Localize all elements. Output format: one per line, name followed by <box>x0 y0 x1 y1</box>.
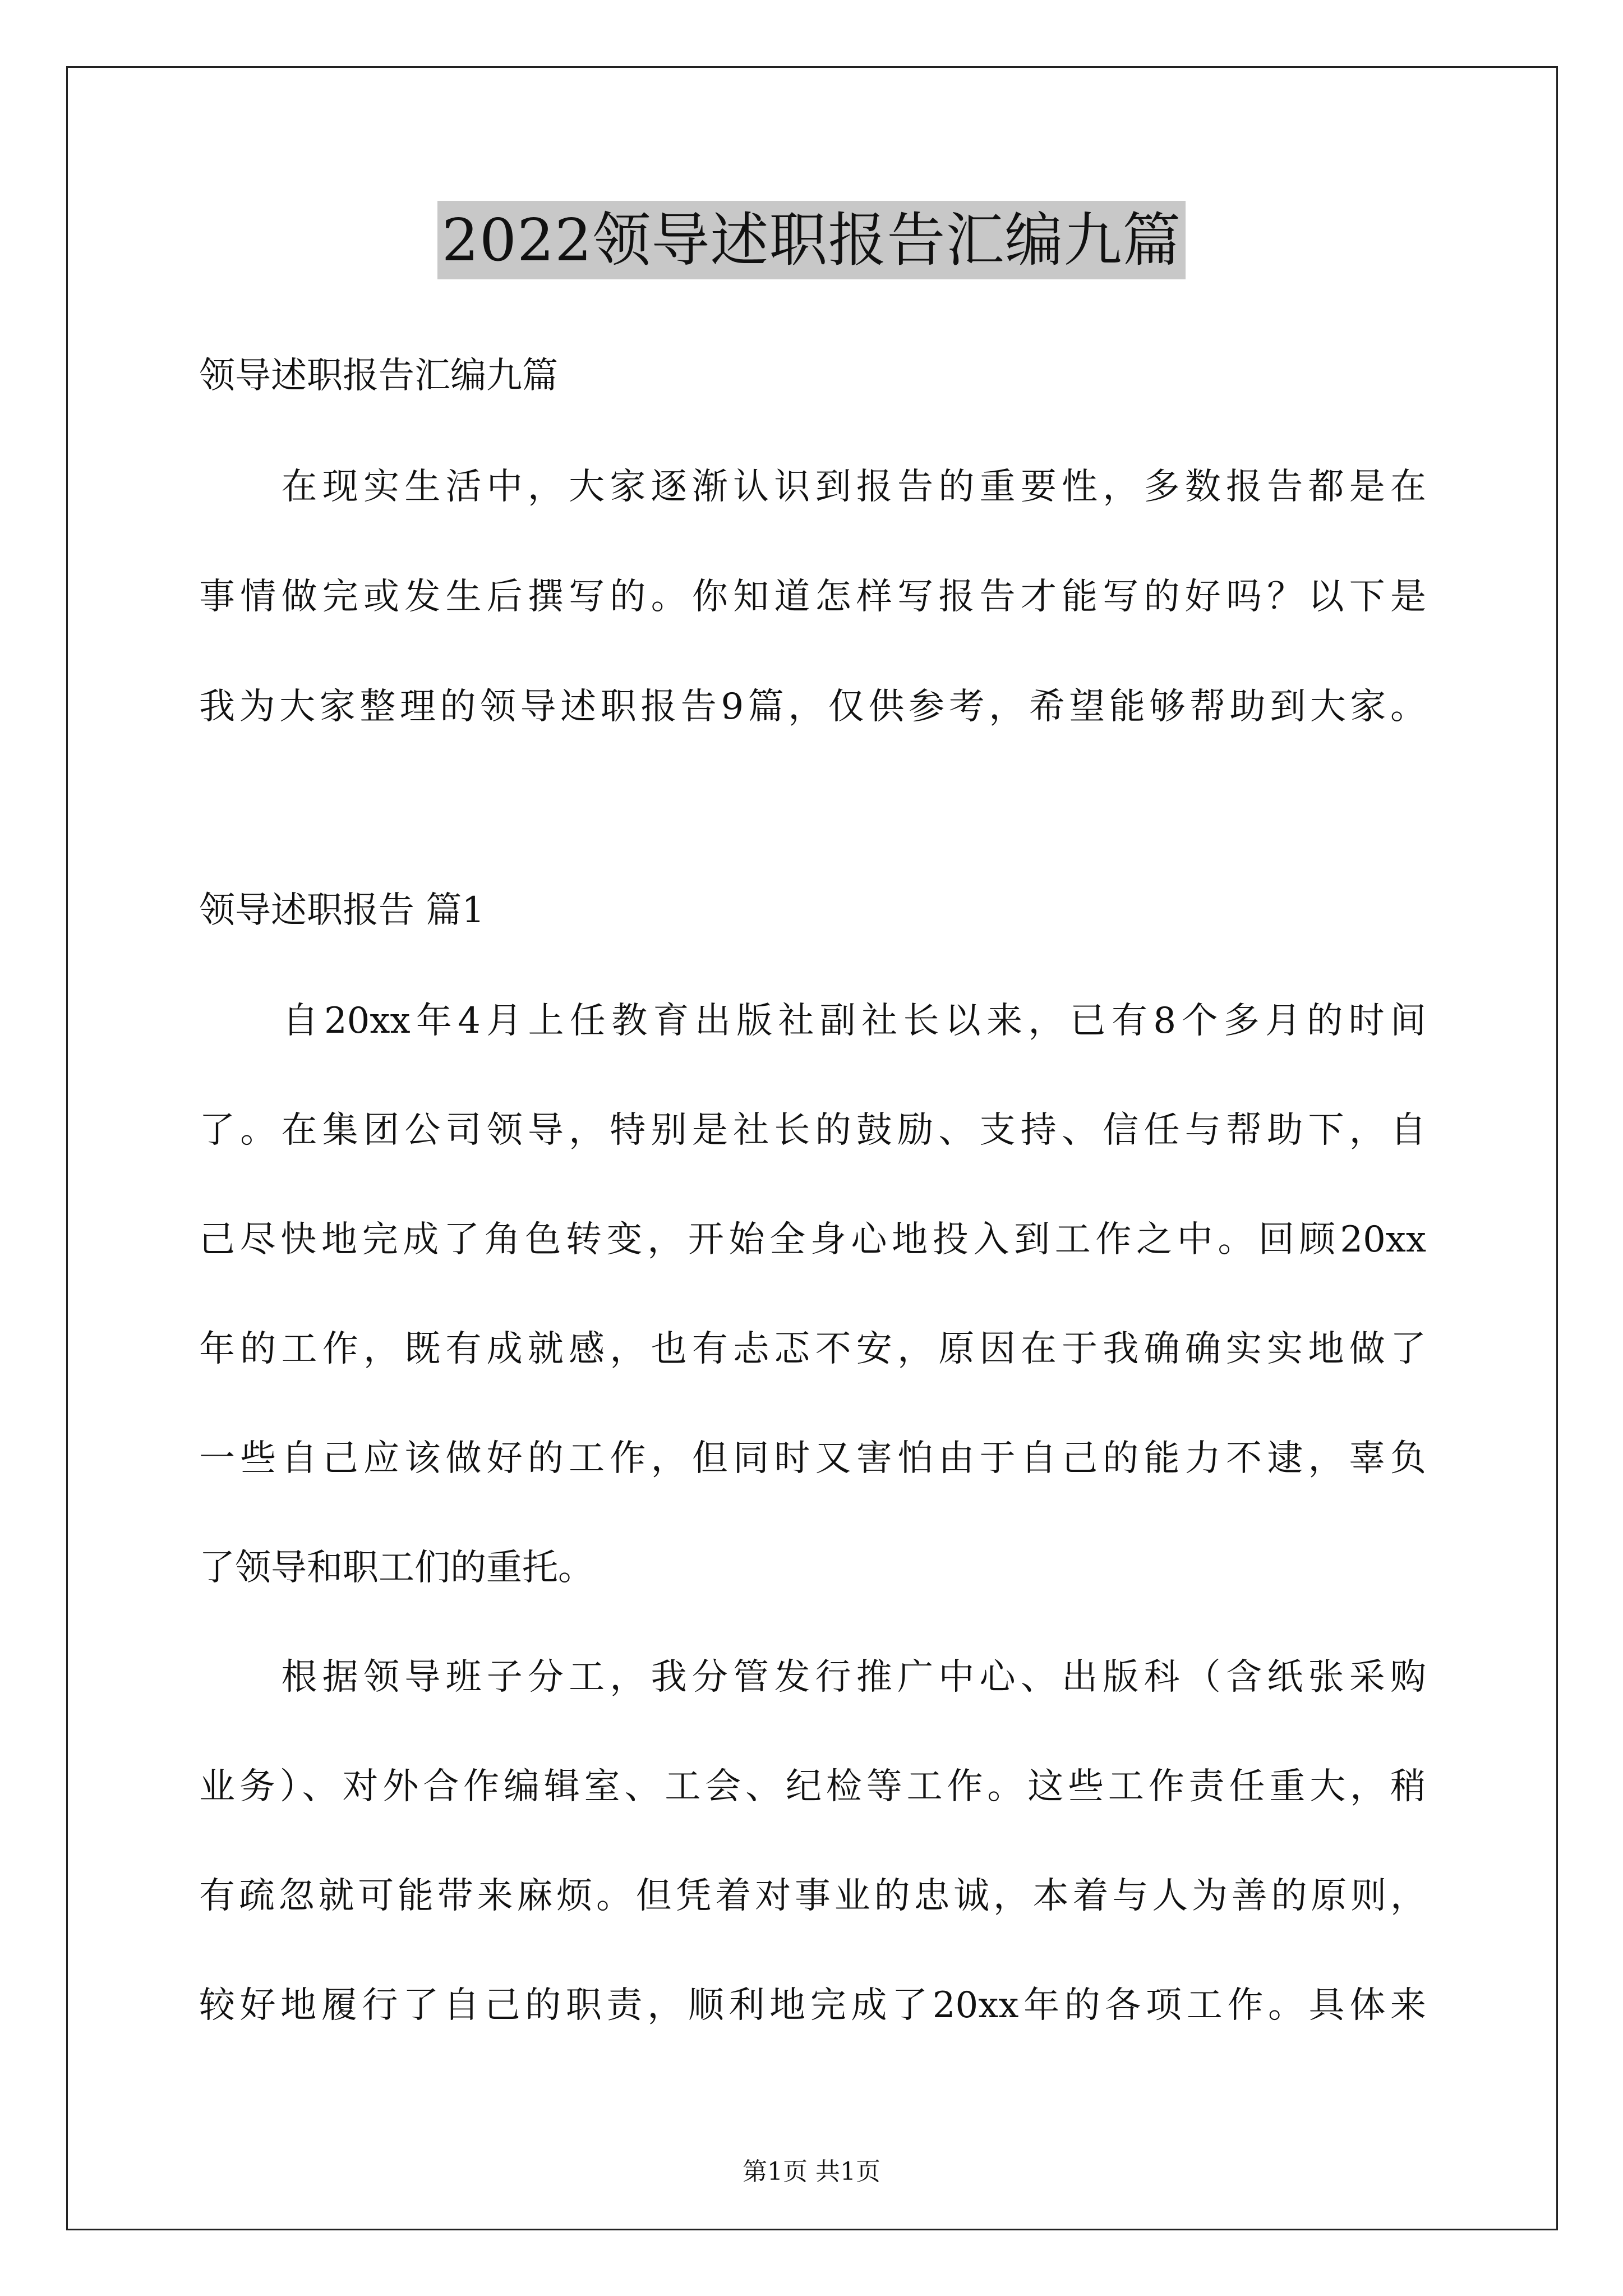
paragraph-line: 年的工作，既有成就感，也有忐忑不安，原因在于我确确实实地做了 <box>199 1328 1426 1370</box>
paragraph-line: 有疏忽就可能带来麻烦。但凭着对事业的忠诚，本着与人为善的原则， <box>199 1875 1426 1917</box>
document-subtitle: 领导述职报告汇编九篇 <box>199 355 558 397</box>
paragraph-line: 了领导和职工们的重托。 <box>199 1547 594 1589</box>
paragraph-line: 业务）、对外合作编辑室、工会、纪检等工作。这些工作责任重大，稍 <box>199 1766 1426 1807</box>
title-container <box>0 201 1623 279</box>
paragraph-line: 较好地履行了自己的职责，顺利地完成了20xx年的各项工作。具体来 <box>199 1985 1426 2026</box>
paragraph-line: 了。在集团公司领导，特别是社长的鼓励、支持、信任与帮助下，自 <box>199 1110 1426 1151</box>
paragraph-line: 自20xx年4月上任教育出版社副社长以来，已有8个多月的时间 <box>199 1000 1426 1042</box>
document-title: 2022领导述职报告汇编九篇 <box>437 201 1186 279</box>
intro-line: 我为大家整理的领导述职报告9篇，仅供参考，希望能够帮助到大家。 <box>199 686 1426 728</box>
paragraph-line: 己尽快地完成了角色转变，开始全身心地投入到工作之中。回顾20xx <box>199 1219 1426 1260</box>
paragraph-line: 一些自己应该做好的工作，但同时又害怕由于自己的能力不逮，辜负 <box>199 1438 1426 1479</box>
intro-line: 事情做完或发生后撰写的。你知道怎样写报告才能写的好吗？以下是 <box>199 576 1426 618</box>
paragraph-line: 根据领导班子分工，我分管发行推广中心、出版科（含纸张采购 <box>199 1657 1426 1698</box>
section-heading: 领导述职报告 篇1 <box>199 890 485 931</box>
intro-line: 在现实生活中，大家逐渐认识到报告的重要性，多数报告都是在 <box>199 466 1426 508</box>
page-footer: 第1页 共1页 <box>743 2157 880 2186</box>
